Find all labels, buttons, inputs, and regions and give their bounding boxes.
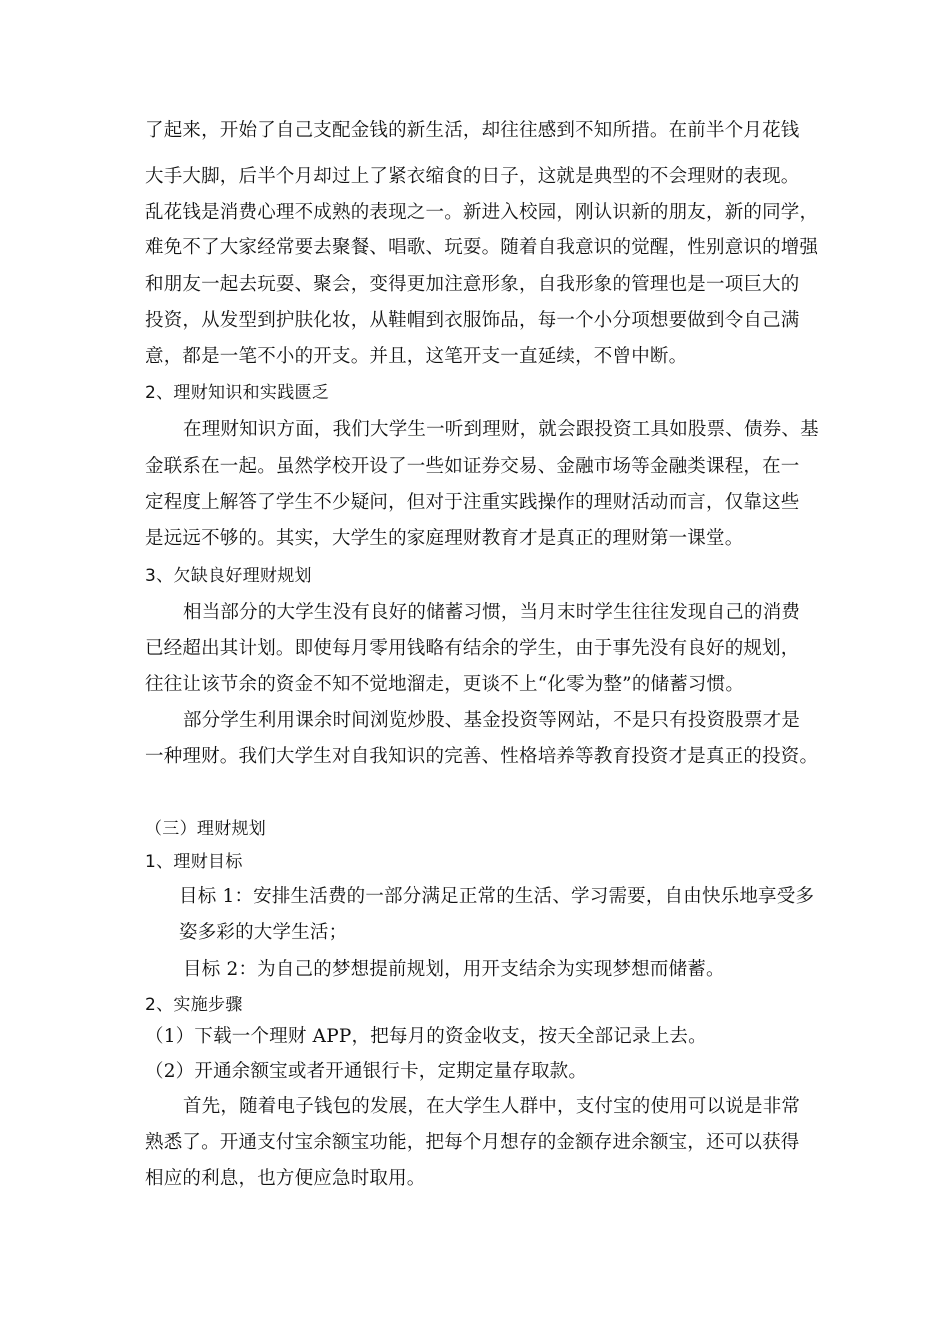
section-heading: 1、理财目标 xyxy=(145,852,243,872)
paragraph-line: 往往让该节余的资金不知不觉地溜走，更谈不上“化零为整”的储蓄习惯。 xyxy=(145,674,745,695)
paragraph-line: 熟悉了。开通支付宝余额宝功能，把每个月想存的金额存进余额宝，还可以获得 xyxy=(145,1132,800,1153)
section-heading: 3、欠缺良好理财规划 xyxy=(145,566,312,586)
chapter-heading: （三）理财规划 xyxy=(145,819,267,839)
section-heading: 2、理财知识和实践匮乏 xyxy=(145,383,330,403)
list-item: （1）下载一个理财 APP，把每月的资金收支，按天全部记录上去。 xyxy=(145,1026,707,1047)
paragraph-line: 大手大脚，后半个月却过上了紧衣缩食的日子，这就是典型的不会理财的表现。 xyxy=(145,166,800,187)
paragraph-line: 是远远不够的。其实，大学生的家庭理财教育才是真正的理财第一课堂。 xyxy=(145,528,744,549)
paragraph-line: 意，都是一笔不小的开支。并且，这笔开支一直延续，不曾中断。 xyxy=(145,346,688,367)
paragraph-line: 相应的利息，也方便应急时取用。 xyxy=(145,1168,426,1189)
paragraph-line: 定程度上解答了学生不少疑问，但对于注重实践操作的理财活动而言，仅靠这些 xyxy=(145,492,800,513)
paragraph-line: 金联系在一起。虽然学校开设了一些如证券交易、金融市场等金融类课程，在一 xyxy=(145,456,800,477)
paragraph-line: 了起来，开始了自己支配金钱的新生活，却往往感到不知所措。在前半个月花钱 xyxy=(145,120,800,141)
paragraph-line: 已经超出其计划。即使每月零用钱略有结余的学生，由于事先没有良好的规划， xyxy=(145,638,800,659)
section-heading: 2、实施步骤 xyxy=(145,995,243,1015)
paragraph-line: 一种理财。我们大学生对自我知识的完善、性格培养等教育投资才是真正的投资。 xyxy=(145,746,819,767)
paragraph-line: 首先，随着电子钱包的发展，在大学生人群中，支付宝的使用可以说是非常 xyxy=(183,1096,801,1117)
paragraph-line: 相当部分的大学生没有良好的储蓄习惯，当月末时学生往往发现自己的消费 xyxy=(183,602,801,623)
paragraph-line: 难免不了大家经常要去聚餐、唱歌、玩耍。随着自我意识的觉醒，性别意识的增强 xyxy=(145,237,819,258)
paragraph-line: 部分学生利用课余时间浏览炒股、基金投资等网站，不是只有投资股票才是 xyxy=(183,710,801,731)
paragraph-line: 乱花钱是消费心理不成熟的表现之一。新进入校园，刚认识新的朋友，新的同学， xyxy=(145,202,819,223)
paragraph-line: 投资，从发型到护肤化妆，从鞋帽到衣服饰品，每一个小分项想要做到令自己满 xyxy=(145,310,800,331)
paragraph-line: 和朋友一起去玩耍、聚会，变得更加注意形象，自我形象的管理也是一项巨大的 xyxy=(145,274,800,295)
paragraph-line: 在理财知识方面，我们大学生一听到理财，就会跟投资工具如股票、债券、基 xyxy=(183,419,819,440)
paragraph-line: 目标 2：为自己的梦想提前规划，用开支结余为实现梦想而储蓄。 xyxy=(183,959,725,980)
list-item: （2）开通余额宝或者开通银行卡，定期定量存取款。 xyxy=(145,1061,588,1082)
paragraph-line: 姿多彩的大学生活； xyxy=(179,922,348,943)
paragraph-line: 目标 1：安排生活费的一部分满足正常的生活、学习需要，自由快乐地享受多 xyxy=(179,886,815,907)
